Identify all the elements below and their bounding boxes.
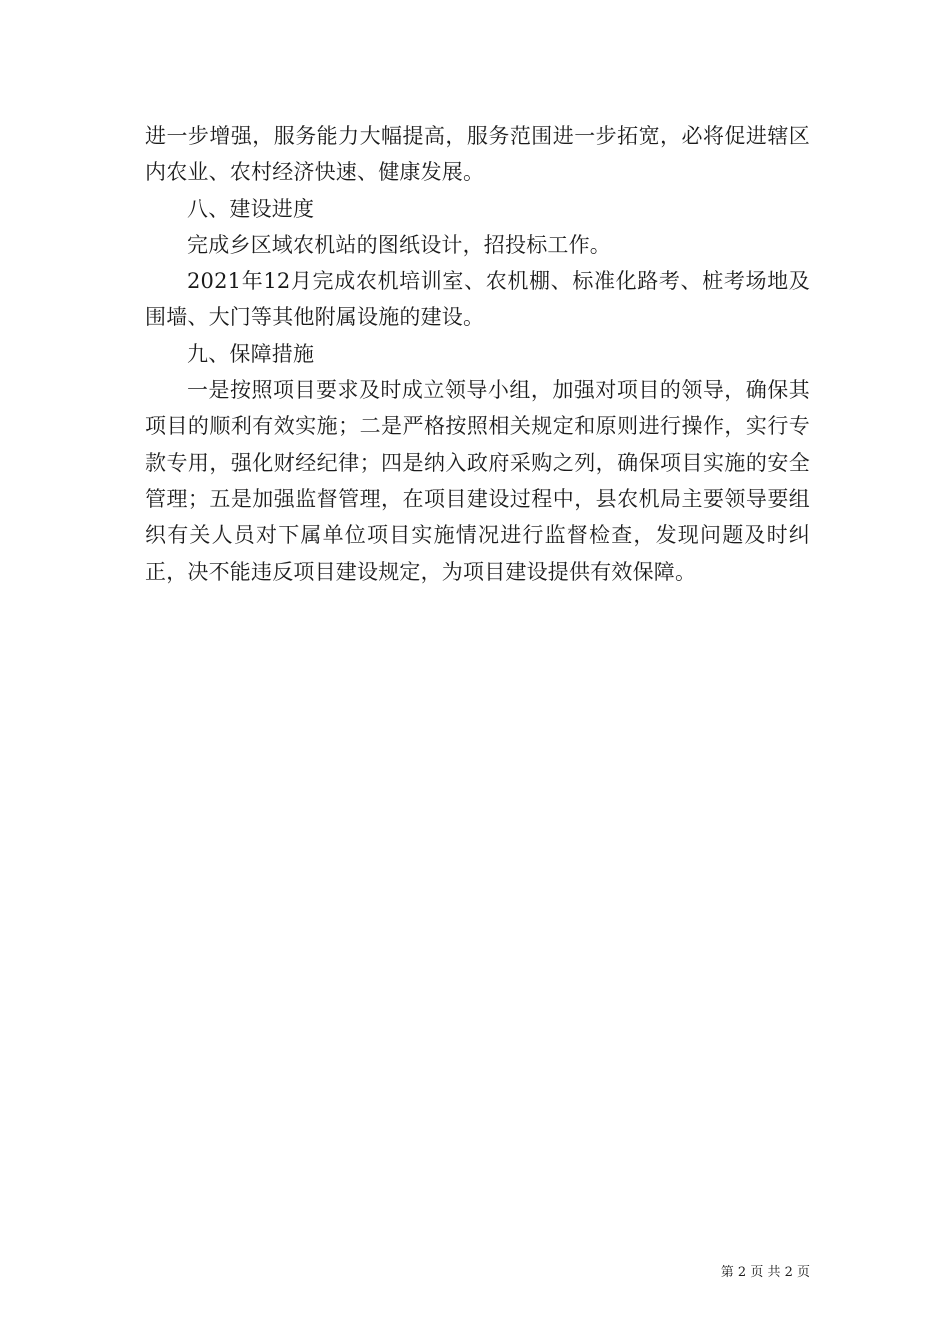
section-heading-safeguard-measures: 九、保障措施 [187,341,315,366]
section-heading-construction-schedule: 八、建设进度 [187,196,315,221]
paragraph-schedule-completion: 2021年12月完成农机培训室、农机棚、标准化路考、桩考场地及围墙、大门等其他附属设施的建设。 [145,269,810,330]
paragraph-continuation: 进一步增强，服务能力大幅提高，服务范围进一步拓宽，必将促进辖区内农业、农村经济快速、健康发展。 [145,124,810,185]
paragraph-schedule-design: 完成乡区域农机站的图纸设计，招投标工作。 [187,232,611,257]
paragraph-safeguard-details: 一是按照项目要求及时成立领导小组，加强对项目的领导，确保其项目的顺利有效实施；二是严格按照相关规定和原则进行操作，实行专款专用，强化财经纪律；四是纳入政府采购之列，确保项目实施的安全管理；五是加强监督管理，在项目建设过程中，县农机局主要领导要组织有关人员对下属单位项目实施情况进行监督检查，发现问题及时纠正，决不能违反项目建设规定，为项目建设提供有效保障。 [145,378,810,584]
document-body [145,118,810,590]
page-number-footer: 第 2 页 共 2 页 [720,1265,810,1280]
